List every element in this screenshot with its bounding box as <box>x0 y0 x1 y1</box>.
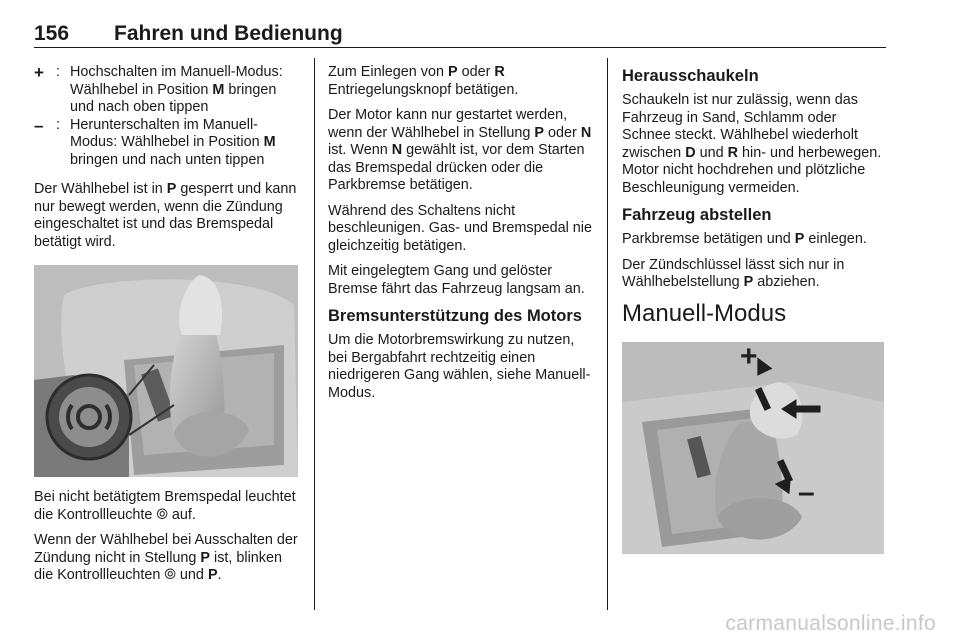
paragraph-engine-braking: Um die Motorbremswirkung zu nutzen, bei Bergabfahrt rechtzeitig einen niedrigeren Gang wählen, siehe Manuell-Modus. <box>328 332 591 401</box>
def-downshift: – : Herunterschalten im Manuell-Modus: Wählhebel in Position M bringen und nach unten tippen <box>34 117 300 170</box>
def-upshift-text: Hochschalten im Manuell-Modus: Wählhebel in Position M bringen und nach oben tippen <box>70 64 283 115</box>
brake-warning-icon: ⦾ <box>164 567 176 583</box>
watermark: carmanualsonline.info <box>725 612 936 635</box>
paragraph-no-accelerate: Während des Schaltens nicht beschleunigen. Gas- und Bremspedal nie gleichzeitig betätigen. <box>328 202 592 254</box>
column-3 <box>622 64 888 554</box>
figure-manual-mode <box>622 342 884 554</box>
page-header <box>34 14 886 48</box>
plus-icon: + <box>740 341 758 373</box>
paragraph-lock: Der Wählhebel ist in P gesperrt und kann nur bewegt werden, wenn die Zündung eingeschaltet ist und das Bremspedal betätigt wird. <box>34 181 297 250</box>
def-downshift-text: Herunterschalten im Manuell-Modus: Wählhebel in Position M bringen und nach unten tippen <box>70 116 276 168</box>
minus-icon: – <box>34 115 44 135</box>
brake-warning-icon: ⦾ <box>156 506 168 523</box>
column-1 <box>34 64 300 593</box>
column-divider-1 <box>314 58 315 610</box>
heading-engine-braking: Bremsunterstützung des Motors <box>328 307 582 325</box>
plus-icon: + <box>34 63 44 82</box>
paragraph-warning-light: Bei nicht betätigtem Bremspedal leuchtet die Kontrollleuchte ⦾ auf. <box>34 489 296 523</box>
heading-rocking: Herausschaukeln <box>622 67 759 85</box>
page-number: 156 <box>34 22 70 45</box>
shift-definitions <box>34 64 300 169</box>
paragraph-unlock: Zum Einlegen von P oder R Entriegelungsknopf betätigen. <box>328 64 519 98</box>
paragraph-start: Der Motor kann nur gestartet werden, wenn der Wählhebel in Stellung P oder N ist. Wenn N gewählt ist, vor dem Starten das Bremspedal drücken oder die Parkbremse betätigen. <box>328 107 592 193</box>
column-divider-2 <box>607 58 608 610</box>
heading-parking: Fahrzeug abstellen <box>622 206 772 224</box>
chapter-title: Fahren und Bedienung <box>114 22 343 45</box>
minus-icon: – <box>798 475 815 509</box>
column-2 <box>328 64 594 410</box>
paragraph-key-removal: Der Zündschlüssel lässt sich nur in Wählhebelstellung P abziehen. <box>622 256 845 290</box>
paragraph-flashing: Wenn der Wählhebel bei Ausschalten der Zündung nicht in Stellung P ist, blinken die Kontrollleuchten ⦾ und P. <box>34 532 298 583</box>
manual-mode-illustration <box>622 342 884 554</box>
paragraph-parking: Parkbremse betätigen und P einlegen. <box>622 231 867 247</box>
header-rule <box>34 47 886 49</box>
def-upshift: + : Hochschalten im Manuell-Modus: Wählhebel in Position M bringen und nach oben tippen <box>34 64 300 117</box>
selector-lever-illustration <box>34 265 298 477</box>
heading-manual-mode: Manuell-Modus <box>622 299 787 327</box>
paragraph-rocking: Schaukeln ist nur zulässig, wenn das Fahrzeug in Sand, Schlamm oder Schnee steckt. Wählhebel wiederholt zwischen D und R hin- und herbewegen. Motor nicht hochdrehen und plötzliche Beschleunigung vermeiden. <box>622 92 882 196</box>
figure-selector-lever <box>34 265 298 477</box>
paragraph-creep: Mit eingelegtem Gang und gelöster Bremse fährt das Fahrzeug langsam an. <box>328 263 585 297</box>
